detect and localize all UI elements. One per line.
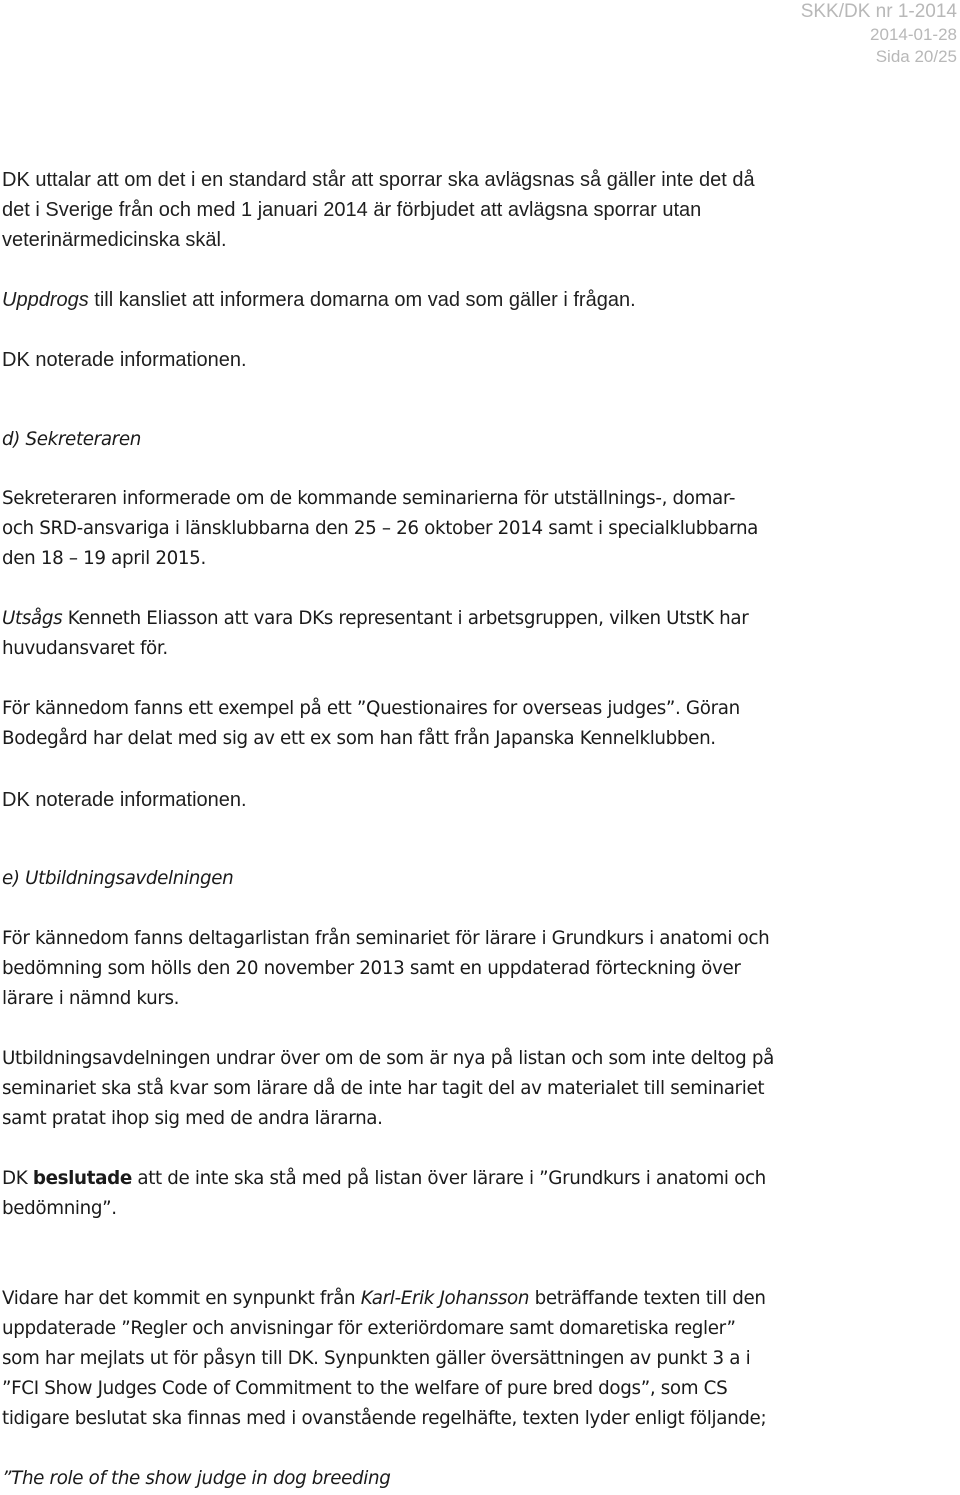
sporrar-paragraph (2, 165, 952, 255)
questionnaire-paragraph (2, 694, 952, 754)
seminar-paragraph (2, 484, 952, 574)
decision-prefix: DK (2, 1168, 33, 1189)
paragraph-line: bedömning som hölls den 20 november 2013 samt en uppdaterad förteckning över (2, 958, 741, 979)
synpunkt-text: Vidare har det kommit en synpunkt från (2, 1288, 361, 1309)
page-header (801, 0, 957, 68)
paragraph-line: seminariet ska stå kvar som lärare då de inte har tagit del av materialet till seminariet (2, 1078, 765, 1099)
section-heading: d) Sekreteraren (2, 429, 141, 450)
paragraph-line: som har mejlats ut för påsyn till DK. Synpunkten gäller översättningen av punkt 3 a i (2, 1348, 751, 1369)
synpunkt-text: beträffande texten till den (529, 1288, 766, 1309)
paragraph-line: Bodegård har delat med sig av ett ex som han fått från Japanska Kennelklubben. (2, 728, 716, 749)
paragraph-line: För kännedom fanns deltagarlistan från seminariet för lärare i Grundkurs i anatomi och (2, 928, 770, 949)
paragraph-line: och SRD-ansvariga i länsklubbarna den 25 – 26 oktober 2014 samt i specialklubbarna (2, 518, 759, 539)
decision-paragraph (2, 1164, 952, 1224)
noted-text: DK noterade informationen. (2, 789, 247, 811)
noted-paragraph (2, 785, 952, 815)
paragraph-line: Sekreteraren informerade om de kommande seminarierna för utställnings-, domar- (2, 488, 736, 509)
synpunkt-paragraph (2, 1284, 952, 1434)
document-date: 2014-01-28 (870, 25, 957, 44)
deltagarlista-paragraph (2, 924, 952, 1014)
paragraph-line: lärare i nämnd kurs. (2, 988, 180, 1009)
section-heading: e) Utbildningsavdelningen (2, 868, 234, 889)
quote-title: ”The role of the show judge in dog breeding (2, 1468, 391, 1489)
paragraph-line: det i Sverige från och med 1 januari 2014 är förbjudet att avlägsna sporrar utan (2, 199, 702, 221)
paragraph-line: För kännedom fanns ett exempel på ett ”Questionaires for overseas judges”. Göran (2, 698, 740, 719)
uppdrag-keyword: Uppdrogs (2, 289, 89, 311)
paragraph-line: ”FCI Show Judges Code of Commitment to the welfare of pure bred dogs”, som CS (2, 1378, 728, 1399)
paragraph-line: den 18 – 19 april 2015. (2, 548, 206, 569)
question-paragraph (2, 1044, 952, 1134)
decision-text: att de inte ska stå med på listan över lärare i ”Grundkurs i anatomi och (131, 1168, 766, 1189)
paragraph-line: DK uttalar att om det i en standard står att sporrar ska avlägsnas så gäller inte det då (2, 169, 755, 191)
noted-paragraph (2, 345, 952, 375)
page-number: Sida 20/25 (875, 47, 957, 66)
noted-text: DK noterade informationen. (2, 349, 247, 371)
document-id: SKK/DK nr 1-2014 (800, 1, 957, 22)
decision-keyword: beslutade (32, 1168, 132, 1189)
quote-title-paragraph (2, 1464, 952, 1494)
section-heading-sekreteraren (2, 425, 952, 455)
utsags-text: Kenneth Eliasson att vara DKs representant i arbetsgruppen, vilken UtstK har (62, 608, 749, 629)
utsags-keyword: Utsågs (2, 608, 63, 629)
paragraph-line: bedömning”. (2, 1198, 117, 1219)
paragraph-line: tidigare beslutat ska finnas med i ovanstående regelhäfte, texten lyder enligt följande; (2, 1408, 767, 1429)
person-name: Karl-Erik Johansson (360, 1288, 530, 1309)
uppdrag-paragraph (2, 285, 952, 315)
paragraph-line: samt pratat ihop sig med de andra lärarna. (2, 1108, 383, 1129)
paragraph-line: veterinärmedicinska skäl. (2, 229, 227, 251)
paragraph-line: huvudansvaret för. (2, 638, 168, 659)
uppdrag-text: till kansliet att informera domarna om vad som gäller i frågan. (88, 289, 636, 311)
utsags-paragraph (2, 604, 952, 664)
section-heading-utbildning (2, 864, 952, 894)
paragraph-line: Utbildningsavdelningen undrar över om de som är nya på listan och som inte deltog på (2, 1048, 774, 1069)
paragraph-line: uppdaterade ”Regler och anvisningar för exteriördomare samt domaretiska regler” (2, 1318, 736, 1339)
